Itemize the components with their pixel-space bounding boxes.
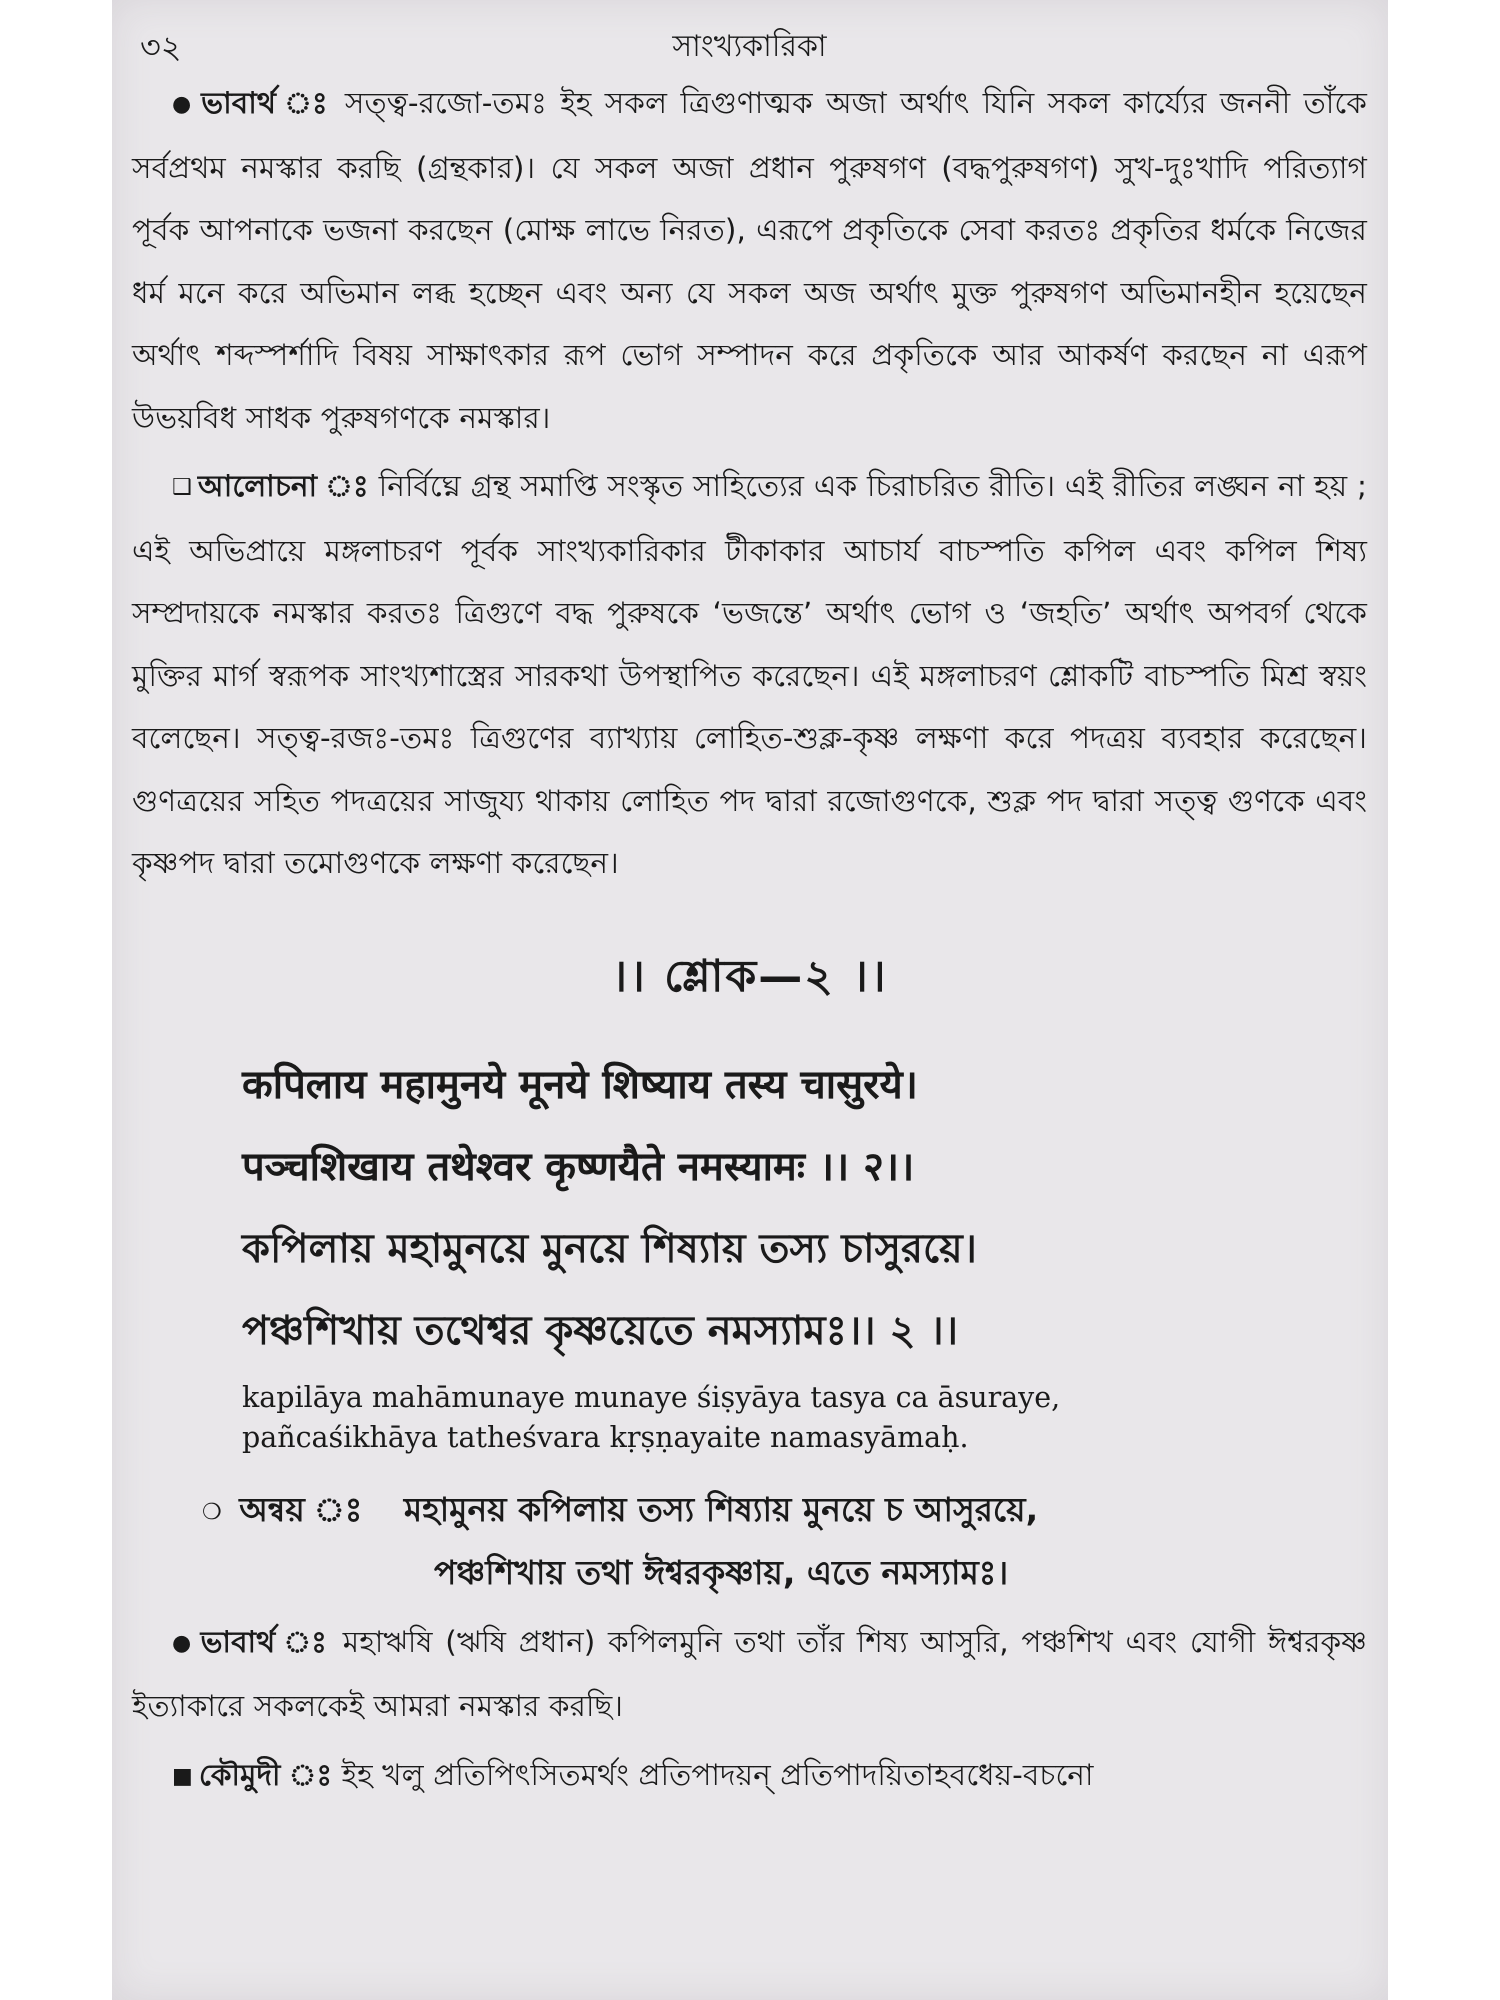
anvaya-line-1 (202, 1480, 1367, 1543)
bhavartha-paragraph (132, 72, 1367, 449)
alochana-paragraph (132, 455, 1367, 895)
bullet-square-outline-icon: ❑ (172, 475, 192, 500)
book-page (112, 0, 1388, 2000)
shloka-heading: ।। শ্লোক—২ ।। (611, 950, 888, 1002)
bullet-filled-circle-icon: ● (172, 92, 196, 117)
alochana-text: নির্বিঘ্নে গ্রন্থ সমাপ্তি সংস্কৃত সাহিত্যের এক চিরাচরিত রীতি। এই রীতির লঙ্ঘন না হয় ; এই অভিপ্রায়ে মঙ্গলাচরণ পূর্বক সাংখ্যকারিকার টীকাকার আচার্য বাচস্পতি কপিল এবং কপিল শিষ্য সম্প্রদায়কে নমস্কার করতঃ ত্রিগুণে বদ্ধ পুরুষকে ‘ভজন্তে’ অর্থাৎ ভোগ ও ‘জহতি’ অর্থাৎ অপবর্গ থেকে মুক্তির মার্গ স্বরূপক সাংখ্যশাস্ত্রের সারকথা উপস্থাপিত করেছেন। এই মঙ্গলাচরণ শ্লোকটি বাচস্পতি মিশ্র স্বয়ং বলেছেন। সত্ত্ব-রজঃ-তমঃ ত্রিগুণের ব্যাখ্যায় লোহিত-শুক্ল-কৃষ্ণ লক্ষণা করে পদত্রয় ব্যবহার করেছেন। গুণত্রয়ের সহিত পদত্রয়ের সাজুয্য থাকায় লোহিত পদ দ্বারা রজোগুণকে, শুক্ল পদ দ্বারা সত্ত্ব গুণকে এবং কৃষ্ণপদ দ্বারা তমোগুণকে লক্ষণা করেছেন। (132, 469, 1368, 880)
verse-devanagari-line-1: कपिलाय महामुनये मूनये शिष्याय तस्य चासुरये। (242, 1061, 918, 1108)
bhavartha-2-label: ভাবার্থ ঃ (200, 1624, 331, 1659)
page-content (132, 14, 1367, 1808)
bhavartha-2-text: মহাঋষি (ঋষি প্রধান) কপিলমুনি তথা তাঁর শিষ্য আসুরি, পঞ্চশিখ এবং যোগী ঈশ্বরকৃষ্ণ ইত্যাকারে সকলকেই আমরা নমস্কার করছি। (132, 1624, 1368, 1723)
running-title: সাংখ্যকারিকা (672, 29, 827, 64)
anvaya-text-1: মহামুনয় কপিলায় তস্য শিষ্যায় মুনয়ে চ আসুরয়ে, (403, 1489, 1039, 1529)
bullet-filled-circle-icon: ● (172, 1630, 195, 1656)
page-header (132, 14, 1367, 72)
kaumudi-label: কৌমুদী ঃ (198, 1757, 333, 1792)
transliteration-line-2: pañcaśikhāya tatheśvara kṛṣṇayaite namasyāmaḥ. (242, 1420, 969, 1454)
bhavartha-label: ভাবার্থ ঃ (201, 86, 332, 120)
anvaya-block (202, 1480, 1367, 1603)
anvaya-line-2: পঞ্চশিখায় তথা ঈশ্বরকৃষ্ণায়, এতে নমস্যামঃ। (434, 1552, 1009, 1592)
verse-devanagari-line-2: पञ्चशिखाय तथेश्वर कृष्णयैते नमस्यामः ।। २।। (242, 1143, 915, 1190)
transliteration-line-1: kapilāya mahāmunaye munaye śiṣyāya tasya ca āsuraye, (242, 1380, 1061, 1414)
verse-bengali-line-1: কপিলায় মহামুনয়ে মুনয়ে শিষ্যায় তস্য চাসুরয়ে। (242, 1225, 977, 1272)
kaumudi-text: ইহ খলু প্রতিপিৎসিতমর্থং প্রতিপাদয়ন্ প্রতিপাদয়িতাহবধেয়-বচনো (332, 1757, 1094, 1792)
bhavartha-text: সত্ত্ব-রজো-তমঃ ইহ সকল ত্রিগুণাত্মক অজা অর্থাৎ যিনি সকল কার্য্যের জননী তাঁকে সর্বপ্রথম নমস্কার করছি (গ্রন্থকার)। যে সকল অজা প্রধান পুরুষগণ (বদ্ধপুরুষগণ) সুখ-দুঃখাদি পরিত্যাগ পূর্বক আপনাকে ভজনা করছেন (মোক্ষ লাভে নিরত), এরূপে প্রকৃতিকে সেবা করতঃ প্রকৃতির ধর্মকে নিজের ধর্ম মনে করে অভিমান লব্ধ হচ্ছেন এবং অন্য যে সকল অজ অর্থাৎ মুক্ত পুরুষগণ অভিমানহীন হয়েছেন অর্থাৎ শব্দস্পর্শাদি বিষয় সাক্ষাৎকার রূপ ভোগ সম্পাদন করে প্রকৃতিকে আর আকর্ষণ করছেন না এরূপ উভয়বিধ সাধক পুরুষগণকে নমস্কার। (132, 86, 1367, 435)
bullet-circle-outline-icon: ❍ (202, 1499, 222, 1525)
alochana-label: আলোচনা ঃ (197, 469, 370, 503)
bullet-filled-square-icon: ■ (172, 1763, 193, 1789)
anvaya-label: অন্বয় ঃ (239, 1489, 363, 1529)
bhavartha-2-paragraph (132, 1611, 1367, 1738)
verse-bengali-line-2: পঞ্চশিখায় তথেশ্বর কৃষ্ণয়েতে নমস্যামঃ।। ২ ।। (242, 1307, 959, 1354)
kaumudi-paragraph (132, 1744, 1367, 1809)
page-number: ৩২ (140, 28, 182, 66)
